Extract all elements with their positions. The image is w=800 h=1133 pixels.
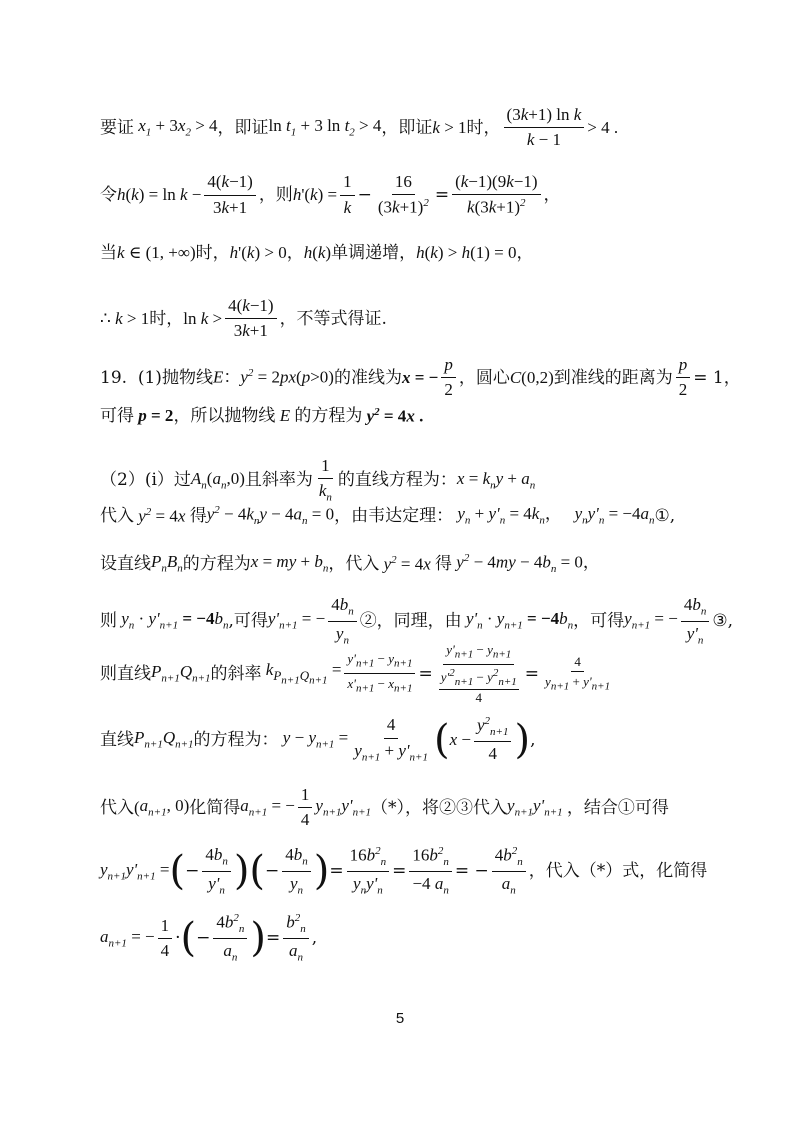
text: 时， — [195, 243, 230, 263]
fraction: $\frac{4b_n}{y_n}$ — [328, 595, 357, 647]
text: 代入 — [100, 797, 134, 818]
text: 时， — [466, 117, 501, 138]
fraction: $\frac{4}{y_{n+1} + y'_{n+1}}$ — [545, 653, 611, 693]
fraction: $\frac{4b^2_n}{a_n}$ — [492, 845, 526, 898]
fraction: $\frac{4(k-1)}{3k+1}$ — [204, 172, 255, 218]
fraction: $\frac{4}{y_{n+1} + y'_{n+1}}$ — [354, 715, 428, 764]
fraction: $\frac{p}{2}$ — [676, 355, 691, 401]
text: ，结合①可得 — [566, 797, 669, 818]
text: （*），将②③代入 — [371, 797, 508, 818]
line-11: 则直线 $P_{n+1}Q_{n+1}$ 的斜率 $k_{P_{n+1}Q_{n+1}}$ = $\frac{y'_{n+1} - y_{n+1}}{x'_{n+1} - x_{n+1}}$ = $y'_{n+1} - y_{n+1}$ $y'^2_{n+1} - y^2_{n+1}$ 4 = $\frac{4}{y_{n+1} + y'_{n+1}}$ — [100, 642, 740, 705]
text: 则直线 — [100, 663, 151, 684]
text: 的方程为： — [193, 729, 279, 750]
text: ，即证 — [381, 117, 433, 138]
fraction: $\frac{(k-1)(9k-1)}{k(3k+1)^2}$ — [452, 172, 540, 218]
text: ，可得 — [573, 610, 625, 631]
text: 到准线的距离为 — [553, 367, 673, 388]
text: ，由韦达定理： — [334, 505, 454, 526]
text: 且斜率为 — [244, 470, 313, 491]
text: ∴ — [100, 308, 111, 329]
line-2: 令 h(k) = ln k − $\frac{4(k-1)}{3k+1}$ ，则 h'(k) = $\frac{1}{k}$ − $\frac{16}{(3k+1)^2}$ = $\frac{(k-1)(9k-1)}{k(3k+1)^2}$ ， — [100, 172, 561, 218]
line-14: $y_{n+1}y'_{n+1}$ = ( − $\frac{4b_n}{y'_n}$ ) ( − $\frac{4b_n}{y_n}$ ) = $\frac{16b^2_n}{y_ny'_n}$ = $\frac{16b^2_n}{-4 a_n}$ = − $\frac{4b^2_n}{a_n}$ ，代入（*）式，化简得 — [100, 845, 708, 897]
text: 得 — [189, 505, 207, 526]
fraction: $\frac{1}{k_n}$ — [318, 456, 332, 504]
text: （2）(i）过 — [100, 470, 191, 491]
text: 时， — [149, 308, 184, 329]
text: 的直线方程为： — [337, 470, 457, 491]
text: 可得 — [100, 406, 134, 427]
text: ,可得 — [228, 610, 268, 631]
fraction: $\frac{\text{(3k+1) ln k}}{k - 1}$ — [504, 105, 585, 151]
text: 的方程为 — [294, 406, 363, 427]
text: ，即证 — [217, 117, 269, 138]
text: 直线 — [100, 729, 134, 750]
line-6: 可得 p = 2 ，所以抛物线 E 的方程为 $y^2 = 4x$ . — [100, 406, 424, 427]
text: 化简得 — [189, 797, 241, 818]
fraction: $\frac{1}{4}$ — [158, 916, 173, 962]
text: ，代入 — [328, 553, 380, 574]
fraction: $y'_{n+1} - y_{n+1}$ $y'^2_{n+1} - y^2_{n+1}$ 4 — [440, 642, 517, 705]
fraction: $\frac{p}{2}$ — [441, 355, 456, 401]
text: (1)抛物线 — [137, 367, 213, 388]
fraction: $\frac{1}{k}$ — [340, 172, 355, 218]
fraction: $\frac{y'_{n+1} - y_{n+1}}{x'_{n+1} - x_{n+1}}$ — [344, 651, 415, 696]
fraction: $\frac{b^2_n}{a_n}$ — [283, 912, 309, 965]
text: 的斜率 — [210, 663, 262, 684]
line-15: $a_{n+1}$ = − $\frac{1}{4}$ · ( − $\frac{4b^2_n}{a_n}$ ) = $\frac{b^2_n}{a_n}$ , — [100, 912, 318, 964]
text: 的方程为 — [182, 553, 251, 574]
text: 令 — [100, 185, 117, 206]
fraction: $\frac{4(k-1)}{3k+1}$ — [225, 296, 276, 342]
text: 设直线 — [100, 553, 151, 574]
text: 的准线为 — [333, 367, 402, 388]
fraction: $\frac{y^2_{n+1}}{4}$ — [474, 715, 511, 765]
text: ，则 — [258, 185, 293, 206]
text: ， — [286, 243, 304, 263]
page-number: 5 — [395, 1010, 405, 1027]
line-5: 19. (1)抛物线 E：$y^2 = 2px(p>0)$ 的准线为 x = − $\frac{p}{2}$ ，圆心 C(0,2) 到准线的距离为 $\frac{p}{2}$ = 1， — [100, 355, 741, 400]
fraction: $\frac{4b^2_n}{a_n}$ — [213, 912, 247, 965]
fraction: $\frac{16b^2_n}{y_ny'_n}$ — [347, 845, 390, 898]
text: 当 — [100, 243, 117, 263]
problem-number: 19. — [100, 367, 128, 388]
line-12: 直线 $P_{n+1}Q_{n+1}$ 的方程为： $y - y_{n+1}$ = $\frac{4}{y_{n+1} + y'_{n+1}}$ ( x − $\frac{y^2_{n+1}}{4}$ ) , — [100, 715, 536, 764]
text: 则 — [100, 610, 117, 631]
fraction: $\frac{16}{(3k+1)^2}$ — [377, 172, 429, 218]
fraction: $\frac{4b_n}{y'_n}$ — [681, 595, 710, 647]
text: ③ — [712, 610, 728, 631]
line-1: 要证 $x_1 + 3x_2 > 4$ ，即证 $\ln t_1 + 3$ $\ln t_2 > 4$ ，即证 k > 1 时， $\frac{\text{(3k+1) ln k}}{k - 1}$ > 4 . — [100, 105, 619, 150]
text: ②，同理，由 — [359, 610, 462, 631]
line-8: 代入 $y^2 = 4x$ 得 $y^2 - 4k_ny - 4a_n = 0$ ，由韦达定理： $y_n + y'_n = 4k_n$， $y_ny'_n = -4a_n$ ① , — [100, 504, 676, 528]
text: 单调递增， — [331, 243, 417, 263]
fraction: $\frac{4b_n}{y_n}$ — [282, 845, 311, 897]
fraction: $\frac{4b_n}{y'_n}$ — [202, 845, 231, 897]
line-7: （2）(i）过 $A_n(a_n,0)$ 且斜率为 $\frac{1}{k_n}$ 的直线方程为： $x = k_ny + a_n$ — [100, 456, 536, 504]
text: ，不等式得证. — [279, 308, 387, 329]
fraction: $\frac{16b^2_n}{-4 a_n}$ — [409, 845, 452, 898]
line-3: 当 k ∈ (1, +∞) 时， h'(k) > 0 ， h(k) 单调递增， h(k) > h(1) = 0 ， — [100, 243, 534, 263]
line-9: 设直线 $P_nB_n$ 的方程为 x = my + $b_n$ ，代入 $y^2 = 4x$ 得 $y^2 - 4my - 4b_n = 0$， — [100, 552, 600, 576]
text: ，代入（*）式，化简得 — [528, 861, 708, 882]
line-4: ∴ k > 1 时， ln k > $\frac{4(k-1)}{3k+1}$ ，不等式得证. — [100, 296, 387, 341]
text: ，圆心 — [458, 367, 510, 388]
text: 要证 — [100, 117, 134, 138]
fraction: $\frac{1}{4}$ — [298, 785, 313, 831]
line-10: 则 $y_n \cdot y'_{n+1} = -4b_n$ ,可得 $y'_{n+1}$ = − $\frac{4b_n}{y_n}$ ②，同理，由 $y'_n \cdot y_{n+1} = -4b_n$ ，可得 $y_{n+1}$ = − $\frac{4b_n}{y'_n}$ ③ , — [100, 595, 733, 646]
line-13: 代入 ( $a_{n+1}$, 0) 化简得 $a_{n+1}$ = − $\frac{1}{4}$ $y_{n+1}y'_{n+1}$ （*），将②③代入 $y_{n+1}y'_{n+1}$ ，结合①可得 — [100, 785, 669, 830]
text: ，所以抛物线 — [173, 406, 276, 427]
circled-marker: ① — [654, 505, 670, 526]
text: 得 — [435, 553, 453, 574]
text: 代入 — [100, 505, 134, 526]
